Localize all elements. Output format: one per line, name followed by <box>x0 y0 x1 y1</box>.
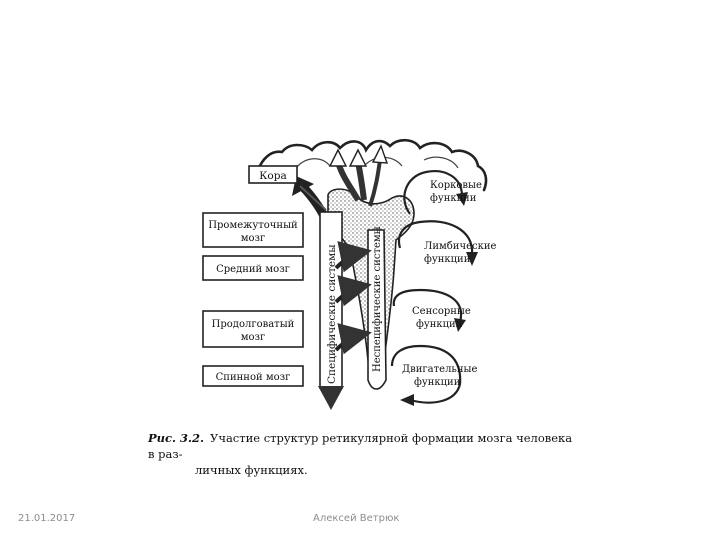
motor-functions-line1: Двигательные <box>402 364 478 375</box>
caption-line2: личных функциях. <box>195 463 308 477</box>
ascending-fibre-right-head <box>373 146 387 163</box>
limbic-functions-line2: функции <box>424 254 471 265</box>
caption-line1: Участие структур ретикулярной формации мозга человека в раз- <box>148 431 573 461</box>
ascending-fibre-left-head <box>330 150 346 166</box>
medulla-label-line1: Продолговатый <box>211 319 295 330</box>
loop-motor-functions-head <box>400 394 414 406</box>
midbrain-label: Средний мозг <box>216 264 290 275</box>
cortical-functions-line2: функции <box>430 193 477 204</box>
figure-label: Рис. 3.2. <box>148 431 205 445</box>
footer-author: Алексей Ветрюк <box>313 513 400 524</box>
footer-date: 21.01.2017 <box>18 513 76 524</box>
medulla-label-line2: мозг <box>240 332 266 343</box>
ascending-fibre-mid <box>358 162 364 200</box>
sensory-functions-line2: функции <box>416 319 463 330</box>
limbic-functions-line1: Лимбические <box>424 241 497 252</box>
sensory-functions-line1: Сенсорные <box>412 306 471 317</box>
motor-functions-line2: функции <box>414 377 461 388</box>
cortical-functions-line1: Корковые <box>430 180 482 191</box>
specific-systems-label: Специфические системы <box>326 244 338 384</box>
ascending-fibre-right <box>370 160 380 206</box>
diencephalon-label-line1: Промежуточный <box>208 220 298 231</box>
spinal-cord-label: Спинной мозг <box>215 372 291 383</box>
ascending-fibre-mid-head <box>350 150 366 166</box>
diencephalon-label-line2: мозг <box>240 233 266 244</box>
figure-caption <box>148 430 578 478</box>
specific-system-down-arrow <box>318 386 344 410</box>
nonspecific-systems-label: Неспецифические системы <box>372 226 383 372</box>
cortex-label: Кора <box>259 170 287 182</box>
